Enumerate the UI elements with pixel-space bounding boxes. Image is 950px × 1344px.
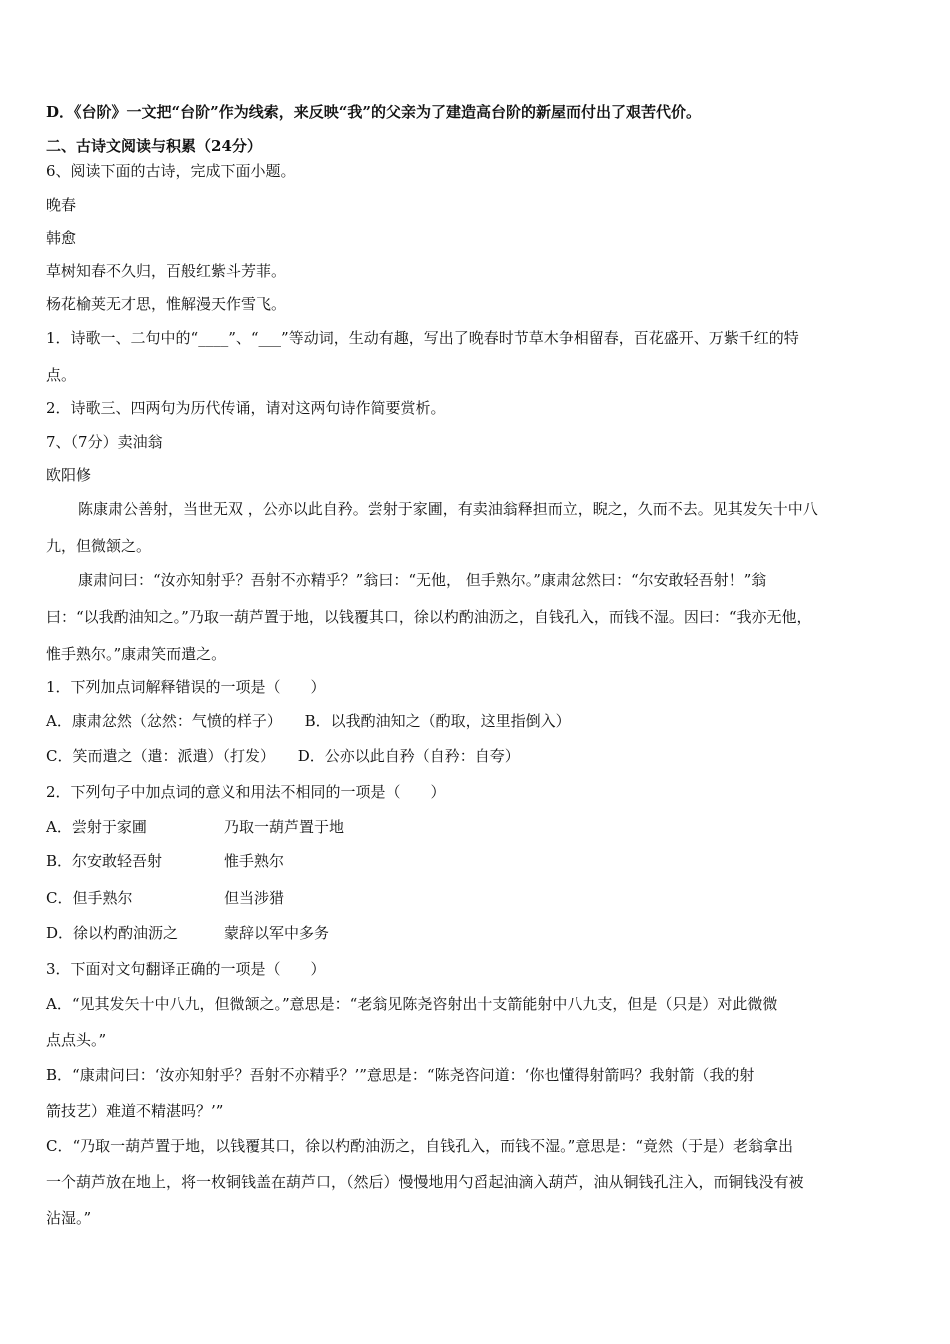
poem-author: 韩愈 bbox=[46, 229, 77, 247]
q7-3-option-a: A．“见其发矢十中八九，但微颔之。”意思是：“老翁见陈尧咨射出十支箭能射中八九支，但是（只是）对此微微 bbox=[46, 995, 778, 1013]
q7-2-option-d-right: 蒙辞以军中多务 bbox=[224, 924, 330, 942]
poem-line-1: 草树知春不久归，百般红紫斗芳菲。 bbox=[46, 262, 287, 280]
q7-1-options-cd bbox=[46, 746, 520, 766]
q7-1-option-c: C．笑而遣之（遣：派遣）（打发） bbox=[46, 747, 275, 765]
q7-2-option-a-right: 乃取一葫芦置于地 bbox=[224, 818, 345, 836]
q7-2-option-d bbox=[46, 923, 329, 943]
section-heading-classical: 二、古诗文阅读与积累（24分） bbox=[46, 137, 262, 155]
question-6-1: 1．诗歌一、二句中的“____”、“___”等动词，生动有趣，写出了晚春时节草木争相留春，百花盛开、万紫千红的特 bbox=[46, 329, 799, 347]
q7-3-option-b-cont: 箭技艺）难道不精湛吗？’” bbox=[46, 1102, 224, 1120]
passage-para-2-cont: 曰：“以我酌油知之。”乃取一葫芦置于地，以钱覆其口，徐以杓酌油沥之，自钱孔入，而钱不湿。因曰：“我亦无他， bbox=[46, 608, 812, 626]
question-6-prompt: 6、阅读下面的古诗，完成下面小题。 bbox=[46, 162, 296, 180]
q7-3-option-c: C．“乃取一葫芦置于地，以钱覆其口，徐以杓酌油沥之，自钱孔入，而钱不湿。”意思是：“竟然（于是）老翁拿出 bbox=[46, 1137, 793, 1155]
question-7-title: 7、（7分）卖油翁 bbox=[46, 433, 163, 451]
passage-para-1-cont: 九，但微颔之。 bbox=[46, 537, 152, 555]
passage-para-2-end: 惟手熟尔。”康肃笑而遣之。 bbox=[46, 645, 227, 663]
option-d-taijie: D．《台阶》一文把“台阶”作为线索，来反映“我”的父亲为了建造高台阶的新屋而付出了艰苦代价。 bbox=[46, 103, 702, 121]
question-7-2: 2．下列句子中加点词的意义和用法不相同的一项是（ ） bbox=[46, 783, 446, 801]
q7-1-option-d: D．公亦以此自矜（自矜：自夸） bbox=[297, 747, 520, 765]
q7-1-option-a: A．康肃忿然（忿然：气愤的样子） bbox=[46, 712, 282, 730]
passage-para-1: 陈康肃公善射，当世无双 ，公亦以此自矜。尝射于家圃，有卖油翁释担而立，睨之，久而不去。见其发矢十中八 bbox=[78, 500, 818, 518]
poem-title: 晚春 bbox=[46, 196, 77, 214]
question-7-1: 1．下列加点词解释错误的一项是（ ） bbox=[46, 678, 326, 696]
q7-2-option-d-left: D．徐以杓酌油沥之 bbox=[46, 924, 179, 942]
q7-2-option-b bbox=[46, 851, 284, 871]
q7-3-option-c-end: 沾湿。” bbox=[46, 1209, 92, 1227]
q7-2-option-b-right: 惟手熟尔 bbox=[224, 852, 285, 870]
q7-3-option-c-cont: 一个葫芦放在地上，将一枚铜钱盖在葫芦口，（然后）慢慢地用勺舀起油滴入葫芦，油从铜钱孔注入，而铜钱没有被 bbox=[46, 1173, 804, 1191]
question-7-3: 3．下面对文句翻译正确的一项是（ ） bbox=[46, 960, 326, 978]
q7-2-option-c-left: C．但手熟尔 bbox=[46, 889, 133, 907]
q7-3-option-a-cont: 点点头。” bbox=[46, 1031, 107, 1049]
poem-line-2: 杨花榆荚无才思，惟解漫天作雪飞。 bbox=[46, 295, 287, 313]
q7-2-option-c-right: 但当涉猎 bbox=[224, 889, 285, 907]
question-6-1-cont: 点。 bbox=[46, 366, 77, 384]
q7-2-option-b-left: B．尔安敢轻吾射 bbox=[46, 852, 163, 870]
q7-2-option-a bbox=[46, 817, 344, 837]
q7-2-option-a-left: A．尝射于家圃 bbox=[46, 818, 147, 836]
q7-2-option-c bbox=[46, 888, 284, 908]
q7-3-option-b: B．“康肃问曰：‘汝亦知射乎？吾射不亦精乎？’”意思是：“陈尧咨问道：‘你也懂得射箭吗？我射箭（我的射 bbox=[46, 1066, 755, 1084]
question-6-2: 2．诗歌三、四两句为历代传诵，请对这两句诗作简要赏析。 bbox=[46, 399, 446, 417]
q7-1-options-ab bbox=[46, 711, 571, 731]
q7-1-option-b: B．以我酌油知之（酌取，这里指倒入） bbox=[304, 712, 571, 730]
passage-author: 欧阳修 bbox=[46, 466, 92, 484]
passage-para-2: 康肃问曰：“汝亦知射乎？吾射不亦精乎？”翁曰：“无他， 但手熟尔。”康肃忿然曰：“尔安敢轻吾射！”翁 bbox=[78, 571, 767, 589]
